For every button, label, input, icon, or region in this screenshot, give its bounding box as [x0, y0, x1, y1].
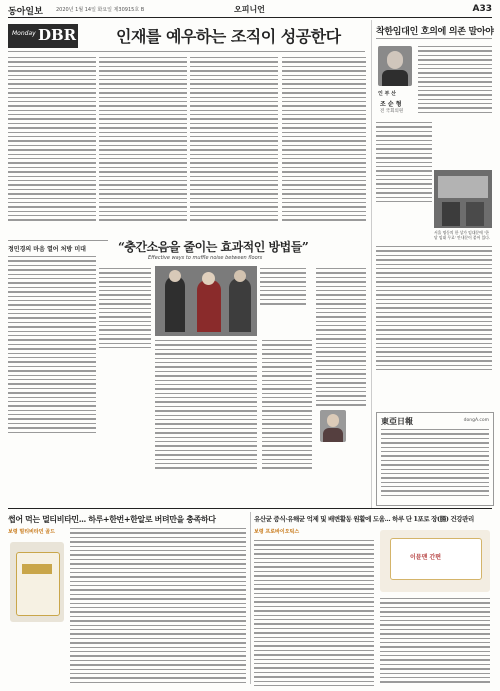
badge-dbr: DBR — [38, 26, 77, 44]
page-number: A33 — [472, 4, 492, 14]
ad-right-body-2 — [380, 598, 490, 686]
right-body-col-2 — [376, 246, 492, 373]
ad-right-product-box — [380, 530, 490, 592]
press-photo-caption — [260, 268, 306, 308]
left-headline: 인재를 예우하는 조직이 성공한다 — [116, 27, 341, 46]
author-photo — [378, 46, 412, 86]
masthead — [8, 4, 492, 18]
dbr-badge — [8, 24, 78, 48]
press-photo — [155, 266, 257, 336]
badge-monday: Monday — [12, 30, 36, 37]
issue-date: 2020년 1월 14일 화요일 제30915호 B — [56, 7, 145, 13]
column-divider — [371, 20, 372, 508]
left-body-col-2 — [99, 57, 187, 224]
header-rule — [8, 17, 492, 18]
author-name: 조 순 형 — [380, 101, 402, 108]
author-title: 전 국회의원 — [380, 109, 404, 114]
lower-body-col-4 — [262, 340, 312, 472]
column-subhead: 정민경의 마음 열어 처방 미대 — [8, 246, 86, 253]
ad-left-body — [70, 528, 246, 686]
ad-left-product — [10, 542, 64, 622]
ad-left-headline: 썹어 먹는 멀티비타민... 하루+한번+한알로 버텨만을 충족하다 — [8, 514, 216, 524]
ad-right-product-name: 이뮨맨 간편 — [410, 554, 442, 561]
divider-mid-left — [8, 240, 108, 241]
lower-body-col-2 — [99, 268, 151, 351]
company-logo: 東亞日報 — [381, 416, 413, 426]
columnist-photo — [320, 410, 346, 442]
company-url: dongA.com — [463, 418, 489, 423]
photo-article-headline: “충간소음을 줄이는 효과적인 방법들” — [118, 240, 309, 254]
ads-rule — [8, 508, 492, 509]
right-headline: 착한임대인 호의에 의존 말아야 — [376, 27, 494, 37]
right-body-col-1 — [376, 122, 432, 205]
storefront-photo — [434, 170, 492, 228]
left-body-col-4 — [282, 57, 366, 224]
left-headline-rule — [8, 51, 365, 52]
ad-right-headline: 유산균 증식·유해균 억제 및 배변활동 원활에 도움... 하루 단 1포로 장(腸) 건강관리 — [254, 515, 474, 523]
ad-right-body — [254, 540, 374, 689]
ad-right-label: 보령 프로바이오틱스 — [254, 529, 300, 535]
paper-name: 동아일보 — [8, 7, 43, 17]
right-headline-rule — [376, 38, 492, 39]
ad-left-label: 보령 멀티비타민 골드 — [8, 529, 55, 535]
author-sidebar-badge: 인 부 산 — [378, 91, 396, 97]
right-body-top — [418, 46, 492, 116]
ads-divider — [250, 512, 251, 684]
section-label: 오피니언 — [234, 5, 265, 14]
company-box — [376, 412, 494, 506]
photo-article-subhead: Effective ways to muffle noise between floors — [148, 255, 263, 261]
lower-body-col-3 — [155, 340, 257, 472]
lower-body-col-1 — [8, 256, 96, 436]
storefront-caption: 서울 명동의 한 상가 임대문에 ‘한 달 임대 무료’ 안내문이 붙어 있다. — [434, 230, 491, 240]
left-body-col-1 — [8, 57, 96, 224]
lower-body-col-5 — [316, 268, 366, 409]
left-body-col-3 — [190, 57, 278, 224]
